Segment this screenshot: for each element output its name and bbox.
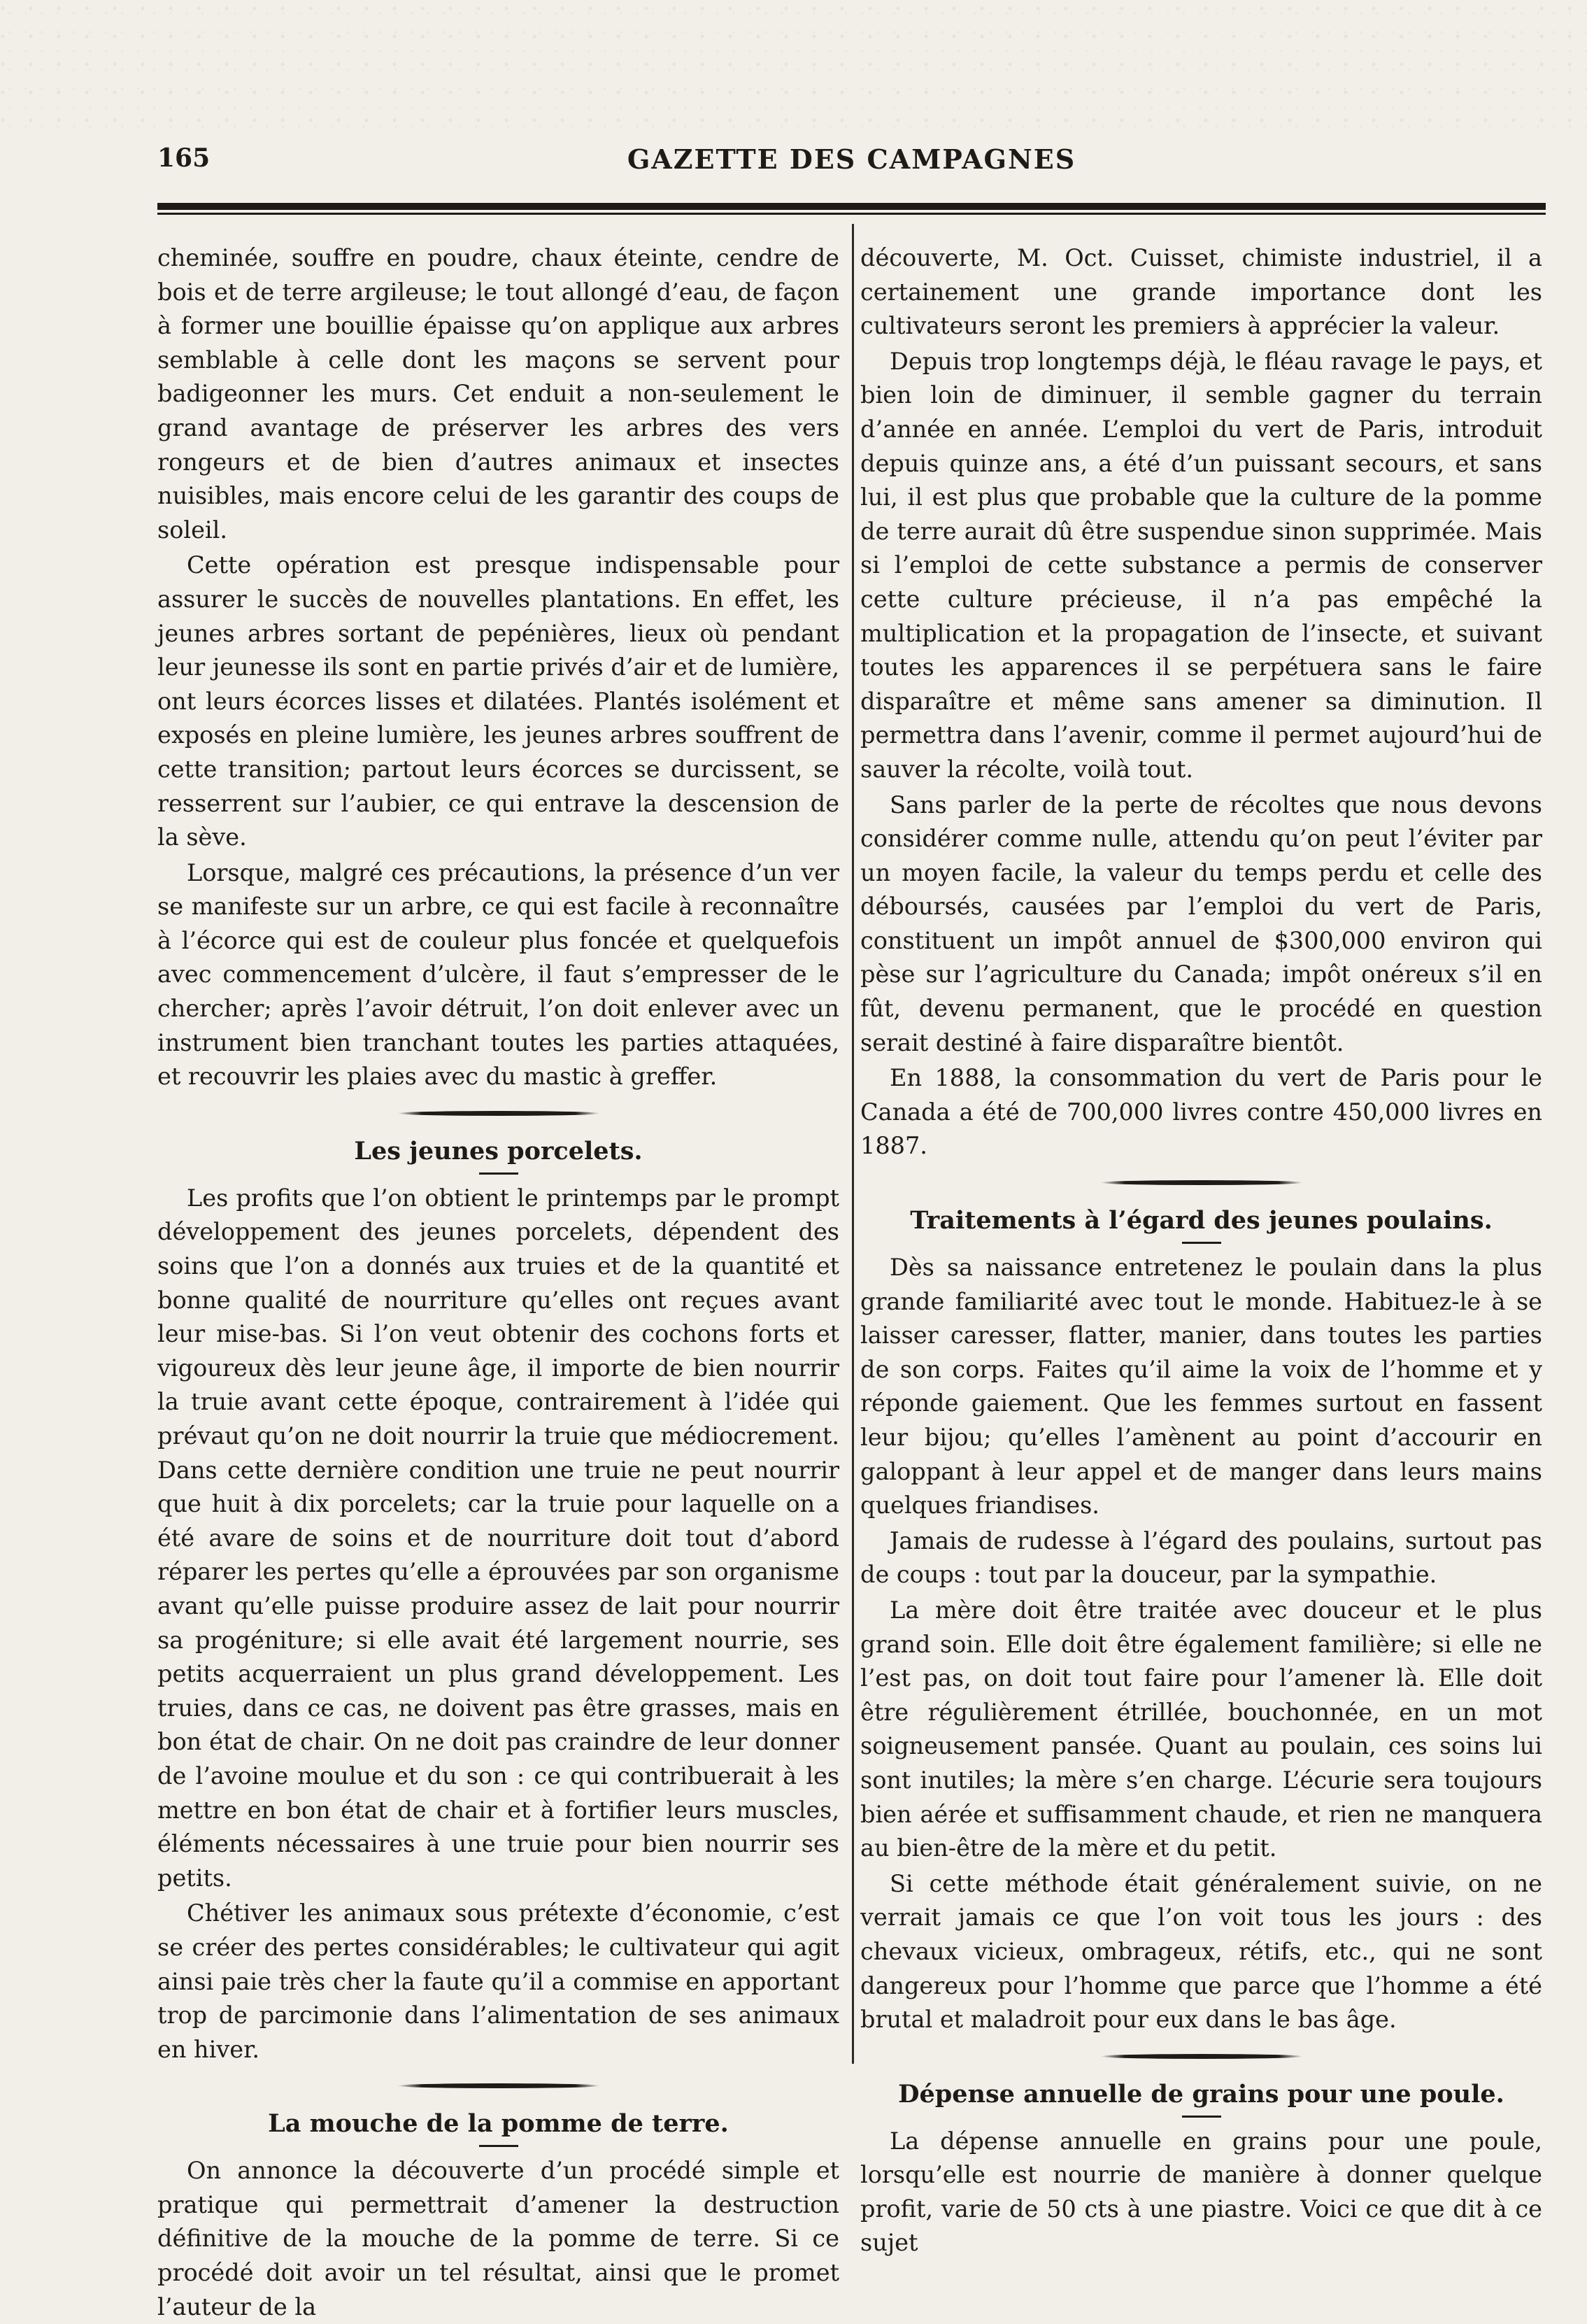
paragraph: Chétiver les animaux sous prétexte d’économie, c’est se créer des pertes considérables; le cultivateur qui agit ainsi paie très cher la faute qu’il a commise en apportant trop de parcimonie dans l’alimentation de ses animaux en hiver.: [157, 1899, 839, 2063]
paragraph: La mère doit être traitée avec douceur et le plus grand soin. Elle doit être également familière; si elle ne l’est pas, on doit tout faire pour l’amener là. Elle doit être régulièrement étrillée, bouchonnée, en un mot soigneusement pansée. Quant au poulain, ces soins lui sont inutiles; la mère s’en charge. L’écurie sera toujours bien aérée et suffisamment chaude, et rien ne manquera au bien-être de la mère et du petit.: [860, 1596, 1542, 1862]
paragraph: Si cette méthode était généralement suivie, on ne verrait jamais ce que l’on voit tous les jours : des chevaux vicieux, ombrageux, rétifs, etc., qui ne sont dangereux pour l’homme que parce que l’homme a été brutal et maladroit pour eux dans le bas âge.: [860, 1869, 1542, 2034]
paragraph: cheminée, souffre en poudre, chaux éteinte, cendre de bois et de terre argileuse; le tout allongé d’eau, de façon à former une bouillie épaisse qu’on applique aux arbres semblable à celle dont les maçons se servent pour badigeonner les murs. Cet enduit a non-seulement le grand avantage de préserver les arbres des vers rongeurs et de bien d’autres animaux et insectes nuisibles, mais encore celui de les garantir des coups de soleil.: [157, 244, 839, 544]
paragraph: Jamais de rudesse à l’égard des poulains, surtout pas de coups : tout par la douceur, par la sympathie.: [860, 1526, 1542, 1589]
right-column: [860, 241, 1542, 2260]
page-header: [157, 143, 1546, 185]
section-separator: [157, 1094, 839, 1135]
paragraph: En 1888, la consommation du vert de Paris pour le Canada a été de 700,000 livres contre 450,000 livres en 1887.: [860, 1064, 1542, 1160]
header-rule-thick: [157, 203, 1546, 210]
paragraph: Lorsque, malgré ces précautions, la présence d’un ver se manifeste sur un arbre, ce qui est facile à reconnaître à l’écorce qui est de couleur plus foncée et quelquefois avec commencement d’ulcère, il faut s’empresser de le chercher; après l’avoir détruit, l’on doit enlever avec un instrument bien tranchant toutes les parties attaquées, et recouvrir les plaies avec du mastic à greffer.: [157, 858, 839, 1091]
header-rule-thin: [157, 213, 1546, 215]
section-separator: [157, 2067, 839, 2107]
paragraph: Depuis trop longtemps déjà, le fléau ravage le pays, et bien loin de diminuer, il semble gagner du terrain d’année en année. L’emploi du vert de Paris, introduit depuis quinze ans, a été d’un puissant secours, et sans lui, il est plus que probable que la culture de la pomme de terre aurait dû être suspendue sinon supprimée. Mais si l’emploi de cette substance a permis de conserver cette culture précieuse, il n’a pas empêché la multiplication et la propagation de l’insecte, et suivant toutes les apparences il se perpétuera sans le faire disparaître et même sans amener sa diminution. Il permettra dans l’avenir, comme il permet aujourd’hui de sauver la récolte, voilà tout.: [860, 347, 1542, 783]
column-divider: [852, 224, 854, 2064]
heading-dash: [479, 1172, 518, 1175]
paragraph: On annonce la découverte d’un procédé simple et pratique qui permettrait d’amener la destruction définitive de la mouche de la pomme de terre. Si ce procédé doit avoir un tel résultat, ainsi que le promet l’auteur de la: [157, 2157, 839, 2321]
paragraph: découverte, M. Oct. Cuisset, chimiste industriel, il a certainement une grande importance dont les cultivateurs seront les premiers à apprécier la valeur.: [860, 244, 1542, 340]
paragraph: Dès sa naissance entretenez le poulain dans la plus grande familiarité avec tout le monde. Habituez-le à se laisser caresser, flatter, manier, dans toutes les parties de son corps. Faites qu’il aime la voix de l’homme et y réponde gaiement. Que les femmes surtout en fassent leur bijou; qu’elles l’amènent au point d’accourir en galoppant à leur appel et de manger dans leurs mains quelques friandises.: [860, 1254, 1542, 1519]
section-heading: La mouche de la pomme de terre.: [268, 2109, 729, 2139]
page-number: 165: [157, 143, 211, 173]
separator-ornament: [397, 2083, 600, 2088]
separator-ornament: [1100, 2054, 1303, 2059]
section-heading: Traitements à l’égard des jeunes poulains.: [910, 1206, 1493, 1235]
paper-speckle: [0, 0, 1587, 140]
left-column: [157, 241, 839, 2324]
section-heading: Les jeunes porcelets.: [354, 1136, 643, 1165]
heading-dash: [1182, 2116, 1221, 2118]
separator-ornament: [1100, 1180, 1303, 1185]
section-separator: [860, 1163, 1542, 1204]
heading-dash: [1182, 1242, 1221, 1244]
paragraph: Les profits que l’on obtient le printemps par le prompt développement des jeunes porcelets, dépendent des soins que l’on a donnés aux truies et de la quantité et bonne qualité de nourriture qu’elles ont reçues avant leur mise-bas. Si l’on veut obtenir des cochons forts et vigoureux dès leur jeune âge, il importe de bien nourrir la truie avant cette époque, contrairement à l’idée qui prévaut qu’on ne doit nourrir la truie que médiocrement. Dans cette dernière condition une truie ne peut nourrir que huit à dix porcelets; car la truie pour laquelle on a été avare de soins et de nourriture doit tout d’abord réparer les pertes qu’elle a éprouvées par son organisme avant qu’elle puisse produire assez de lait pour nourrir sa progéniture; si elle avait été largement nourrie, ses petits acquerraient un plus grand développement. Les truies, dans ce cas, ne doivent pas être grasses, mais en bon état de chair. On ne doit pas craindre de leur donner de l’avoine moulue et du son : ce qui contribuerait à les mettre en bon état de chair et à fortifier leurs muscles, éléments nécessaires à une truie pour bien nourrir ses petits.: [157, 1184, 839, 1892]
section-separator: [860, 2037, 1542, 2078]
paragraph: La dépense annuelle en grains pour une poule, lorsqu’elle est nourrie de manière à donner quelque profit, varie de 50 cts à une piastre. Voici ce que dit à ce sujet: [860, 2127, 1542, 2257]
paragraph: Sans parler de la perte de récoltes que nous devons considérer comme nulle, attendu qu’on peut l’éviter par un moyen facile, la valeur du temps perdu et celle des déboursés, causées par l’emploi du vert de Paris, constituent un impôt annuel de $300,000 environ qui pèse sur l’agriculture du Canada; impôt onéreux s’il en fût, devenu permanent, que le procédé en question serait destiné à faire disparaître bientôt.: [860, 791, 1542, 1056]
running-title: GAZETTE DES CAMPAGNES: [627, 143, 1076, 175]
section-heading: Dépense annuelle de grains pour une poule.: [898, 2079, 1504, 2109]
heading-dash: [479, 2145, 518, 2147]
separator-ornament: [397, 1111, 600, 1116]
paragraph: Cette opération est presque indispensable pour assurer le succès de nouvelles plantations. En effet, les jeunes arbres sortant de pepénières, lieux où pendant leur jeunesse ils sont en partie privés d’air et de lumière, ont leurs écorces lisses et dilatées. Plantés isolément et exposés en pleine lumière, les jeunes arbres souffrent de cette transition; partout leurs écorces se durcissent, se resserrent sur l’aubier, ce qui entrave la descension de la sève.: [157, 551, 839, 851]
